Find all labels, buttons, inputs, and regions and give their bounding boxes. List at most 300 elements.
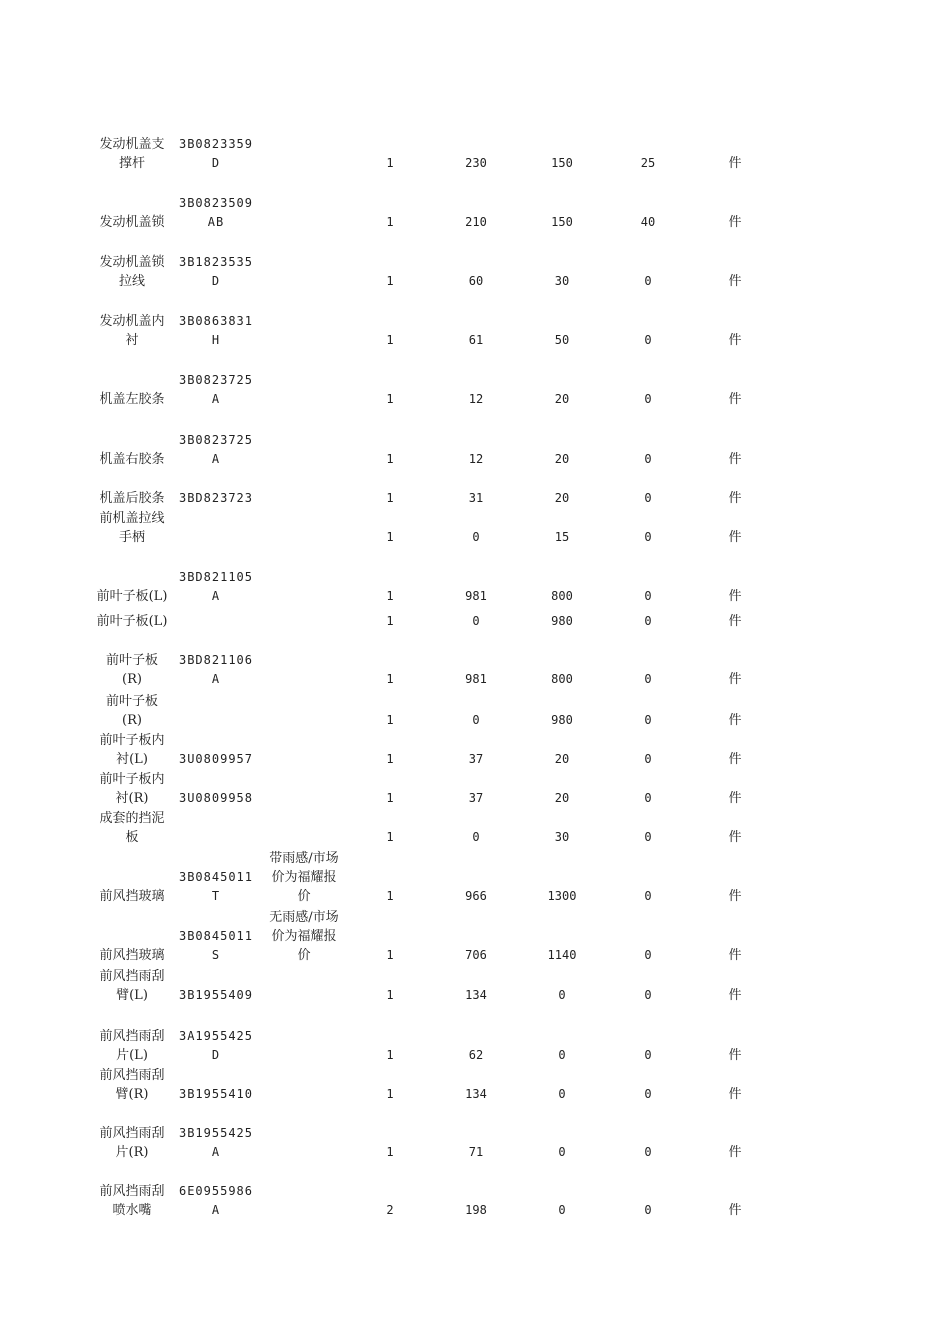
price-1-cell xyxy=(446,1027,506,1065)
price-3-cell xyxy=(618,851,678,906)
unit-cell xyxy=(705,770,765,808)
price-1-value: 706 xyxy=(465,948,487,962)
price-3-value: 0 xyxy=(644,333,652,347)
price-1-cell xyxy=(446,851,506,906)
part-number-cell xyxy=(176,910,256,965)
price-3-value: 0 xyxy=(644,1203,652,1217)
remark-cell xyxy=(262,373,346,409)
part-number-line: 3B1823535 xyxy=(178,255,254,269)
part-number-line: S xyxy=(211,948,221,962)
part-number-line: A xyxy=(211,1203,221,1217)
unit-cell xyxy=(705,731,765,769)
table-row xyxy=(0,1027,950,1065)
part-name-cell xyxy=(88,910,176,965)
unit-value: 件 xyxy=(728,156,742,171)
price-3-cell xyxy=(618,1066,678,1104)
price-1-cell xyxy=(446,314,506,350)
quantity-value: 1 xyxy=(386,672,394,686)
part-number-line: D xyxy=(211,156,221,170)
quantity-value: 1 xyxy=(386,713,394,727)
part-number-cell xyxy=(176,433,256,469)
quantity-cell xyxy=(360,570,420,606)
price-2-cell xyxy=(532,255,592,291)
unit-cell xyxy=(705,1027,765,1065)
price-2-value: 1300 xyxy=(547,889,577,903)
price-1-cell xyxy=(446,612,506,631)
table-row xyxy=(0,910,950,965)
quantity-cell xyxy=(360,851,420,906)
part-name-line: 成套的挡泥 xyxy=(99,811,165,826)
part-number-line: D xyxy=(211,1048,221,1062)
part-number-cell xyxy=(176,1066,256,1104)
quantity-cell xyxy=(360,612,420,631)
unit-cell xyxy=(705,433,765,469)
part-name-line: 臂(L) xyxy=(116,988,148,1003)
price-2-value: 800 xyxy=(551,672,573,686)
price-2-value: 30 xyxy=(554,830,570,844)
part-number-cell xyxy=(176,653,256,689)
part-name-cell xyxy=(88,433,176,469)
part-name-line: 衬(R) xyxy=(115,791,149,806)
price-1-cell xyxy=(446,809,506,847)
remark-line: 价为福耀报 xyxy=(271,929,337,944)
price-2-value: 20 xyxy=(554,491,570,505)
remark-cell xyxy=(262,137,346,173)
price-3-cell xyxy=(618,653,678,689)
part-name-cell xyxy=(88,692,176,730)
part-name-line: 发动机盖支 xyxy=(99,137,165,152)
price-2-value: 50 xyxy=(554,333,570,347)
quantity-value: 1 xyxy=(386,791,394,805)
unit-value: 件 xyxy=(728,392,742,407)
price-1-cell xyxy=(446,1066,506,1104)
price-1-value: 12 xyxy=(468,392,484,406)
part-name-cell xyxy=(88,612,176,631)
part-number-cell xyxy=(176,1027,256,1065)
part-number-line: 3BD821105 xyxy=(178,570,254,584)
part-number-line: 3B1955425 xyxy=(178,1126,254,1140)
quantity-value: 1 xyxy=(386,156,394,170)
unit-value: 件 xyxy=(728,988,742,1003)
unit-cell xyxy=(705,967,765,1005)
remark-cell xyxy=(262,1066,346,1104)
part-name-line: 前叶子板(L) xyxy=(96,589,168,604)
table-row xyxy=(0,770,950,808)
unit-value: 件 xyxy=(728,791,742,806)
price-1-cell xyxy=(446,770,506,808)
quantity-cell xyxy=(360,653,420,689)
part-name-cell xyxy=(88,1066,176,1104)
unit-cell xyxy=(705,137,765,173)
quantity-cell xyxy=(360,910,420,965)
part-number-cell xyxy=(176,570,256,606)
price-2-cell xyxy=(532,612,592,631)
price-1-value: 134 xyxy=(465,1087,487,1101)
part-name-line: 臂(R) xyxy=(115,1087,149,1102)
remark-cell xyxy=(262,1027,346,1065)
price-1-value: 210 xyxy=(465,215,487,229)
part-name-cell xyxy=(88,255,176,291)
price-1-cell xyxy=(446,255,506,291)
price-3-value: 0 xyxy=(644,274,652,288)
part-number-cell xyxy=(176,509,256,547)
part-number-cell xyxy=(176,731,256,769)
unit-value: 件 xyxy=(728,1203,742,1218)
price-2-cell xyxy=(532,196,592,232)
table-row xyxy=(0,653,950,689)
table-row xyxy=(0,731,950,769)
unit-cell xyxy=(705,373,765,409)
remark-cell xyxy=(262,770,346,808)
price-2-value: 0 xyxy=(558,1087,566,1101)
price-1-value: 966 xyxy=(465,889,487,903)
price-2-cell xyxy=(532,1027,592,1065)
part-number-line: H xyxy=(211,333,221,347)
unit-cell xyxy=(705,255,765,291)
part-number-line: 6E0955986 xyxy=(178,1184,254,1198)
quantity-cell xyxy=(360,967,420,1005)
quantity-value: 1 xyxy=(386,392,394,406)
part-name-line: 机盖左胶条 xyxy=(99,392,165,407)
unit-value: 件 xyxy=(728,614,742,629)
price-2-cell xyxy=(532,570,592,606)
price-1-value: 0 xyxy=(472,713,480,727)
unit-value: 件 xyxy=(728,491,742,506)
price-1-value: 62 xyxy=(468,1048,484,1062)
price-1-cell xyxy=(446,196,506,232)
remark-cell xyxy=(262,433,346,469)
price-2-cell xyxy=(532,1066,592,1104)
unit-value: 件 xyxy=(728,530,742,545)
unit-value: 件 xyxy=(728,274,742,289)
quantity-value: 2 xyxy=(386,1203,394,1217)
part-number-line: A xyxy=(211,1145,221,1159)
price-1-cell xyxy=(446,433,506,469)
price-3-cell xyxy=(618,509,678,547)
price-2-value: 20 xyxy=(554,392,570,406)
price-3-value: 0 xyxy=(644,791,652,805)
price-1-cell xyxy=(446,373,506,409)
price-1-value: 981 xyxy=(465,672,487,686)
quantity-cell xyxy=(360,692,420,730)
quantity-cell xyxy=(360,731,420,769)
part-name-line: 前风挡雨刮 xyxy=(99,1126,165,1141)
part-number-cell xyxy=(176,770,256,808)
part-number-cell xyxy=(176,489,256,508)
remark-line: 带雨感/市场 xyxy=(269,851,339,866)
remark-cell xyxy=(262,1184,346,1220)
price-1-value: 60 xyxy=(468,274,484,288)
unit-cell xyxy=(705,489,765,508)
price-1-cell xyxy=(446,509,506,547)
part-number-line: 3B0863831 xyxy=(178,314,254,328)
price-3-cell xyxy=(618,433,678,469)
price-3-cell xyxy=(618,489,678,508)
remark-cell xyxy=(262,910,346,965)
quantity-cell xyxy=(360,770,420,808)
price-2-cell xyxy=(532,509,592,547)
part-number-line: 3B0845011 xyxy=(178,870,254,884)
quantity-cell xyxy=(360,196,420,232)
part-number-line: A xyxy=(211,589,221,603)
unit-cell xyxy=(705,509,765,547)
remark-cell xyxy=(262,809,346,847)
table-row xyxy=(0,1184,950,1220)
price-3-cell xyxy=(618,373,678,409)
unit-cell xyxy=(705,570,765,606)
unit-cell xyxy=(705,612,765,631)
remark-line: 价 xyxy=(297,889,311,904)
price-2-value: 1140 xyxy=(547,948,577,962)
part-name-line: 片(L) xyxy=(116,1048,148,1063)
price-2-cell xyxy=(532,967,592,1005)
unit-cell xyxy=(705,692,765,730)
part-number-line: 3B0823725 xyxy=(178,433,254,447)
part-name-cell xyxy=(88,731,176,769)
quantity-cell xyxy=(360,1184,420,1220)
price-2-cell xyxy=(532,851,592,906)
price-3-cell xyxy=(618,255,678,291)
quantity-cell xyxy=(360,1066,420,1104)
quantity-cell xyxy=(360,489,420,508)
price-3-value: 0 xyxy=(644,452,652,466)
part-name-line: (R) xyxy=(122,713,142,728)
price-3-value: 0 xyxy=(644,672,652,686)
part-name-cell xyxy=(88,1027,176,1065)
part-number-cell xyxy=(176,373,256,409)
part-number-cell xyxy=(176,1126,256,1162)
part-number-cell xyxy=(176,967,256,1005)
part-number-line: 3A1955425 xyxy=(178,1029,254,1043)
remark-cell xyxy=(262,731,346,769)
price-1-cell xyxy=(446,967,506,1005)
part-name-cell xyxy=(88,196,176,232)
price-2-cell xyxy=(532,692,592,730)
quantity-cell xyxy=(360,137,420,173)
unit-cell xyxy=(705,314,765,350)
part-name-cell xyxy=(88,1184,176,1220)
price-1-value: 31 xyxy=(468,491,484,505)
part-number-cell xyxy=(176,196,256,232)
remark-line: 价为福耀报 xyxy=(271,870,337,885)
price-1-cell xyxy=(446,1126,506,1162)
remark-cell xyxy=(262,1126,346,1162)
price-3-value: 0 xyxy=(644,988,652,1002)
part-name-cell xyxy=(88,809,176,847)
part-number-line: A xyxy=(211,452,221,466)
unit-value: 件 xyxy=(728,713,742,728)
price-3-value: 0 xyxy=(644,948,652,962)
remark-cell xyxy=(262,851,346,906)
quantity-value: 1 xyxy=(386,1087,394,1101)
price-3-cell xyxy=(618,910,678,965)
quantity-value: 1 xyxy=(386,752,394,766)
price-1-value: 61 xyxy=(468,333,484,347)
price-3-value: 0 xyxy=(644,1048,652,1062)
price-3-cell xyxy=(618,692,678,730)
price-1-value: 37 xyxy=(468,752,484,766)
unit-cell xyxy=(705,196,765,232)
price-2-cell xyxy=(532,314,592,350)
remark-cell xyxy=(262,196,346,232)
quantity-cell xyxy=(360,509,420,547)
part-name-cell xyxy=(88,1126,176,1162)
price-1-value: 981 xyxy=(465,589,487,603)
price-2-cell xyxy=(532,373,592,409)
unit-cell xyxy=(705,1184,765,1220)
part-number-line: A xyxy=(211,392,221,406)
remark-cell xyxy=(262,570,346,606)
part-number-line: 3B1955410 xyxy=(178,1087,254,1101)
unit-value: 件 xyxy=(728,672,742,687)
price-2-value: 0 xyxy=(558,1203,566,1217)
part-number-cell xyxy=(176,692,256,730)
price-3-cell xyxy=(618,1126,678,1162)
remark-line: 无雨感/市场 xyxy=(269,910,339,925)
quantity-value: 1 xyxy=(386,530,394,544)
table-row xyxy=(0,509,950,547)
price-1-value: 0 xyxy=(472,530,480,544)
unit-value: 件 xyxy=(728,948,742,963)
part-name-line: 板 xyxy=(125,830,139,845)
table-row xyxy=(0,1066,950,1104)
part-name-line: 喷水嘴 xyxy=(112,1203,152,1218)
unit-value: 件 xyxy=(728,889,742,904)
quantity-cell xyxy=(360,373,420,409)
quantity-value: 1 xyxy=(386,948,394,962)
price-1-value: 0 xyxy=(472,830,480,844)
price-3-cell xyxy=(618,1027,678,1065)
part-name-line: 前叶子板内 xyxy=(99,772,165,787)
part-number-line: AB xyxy=(207,215,225,229)
part-name-cell xyxy=(88,570,176,606)
remark-cell xyxy=(262,255,346,291)
quantity-cell xyxy=(360,433,420,469)
table-row xyxy=(0,433,950,469)
unit-value: 件 xyxy=(728,1048,742,1063)
price-2-value: 30 xyxy=(554,274,570,288)
unit-value: 件 xyxy=(728,752,742,767)
unit-value: 件 xyxy=(728,830,742,845)
remark-cell xyxy=(262,489,346,508)
quantity-value: 1 xyxy=(386,491,394,505)
quantity-value: 1 xyxy=(386,333,394,347)
price-1-cell xyxy=(446,570,506,606)
unit-cell xyxy=(705,809,765,847)
price-3-cell xyxy=(618,137,678,173)
price-2-value: 980 xyxy=(551,614,573,628)
price-1-cell xyxy=(446,137,506,173)
part-name-line: 前叶子板 xyxy=(105,653,158,668)
part-name-cell xyxy=(88,770,176,808)
part-number-line: 3B0823359 xyxy=(178,137,254,151)
part-name-cell xyxy=(88,653,176,689)
table-row xyxy=(0,137,950,173)
part-name-line: 前风挡玻璃 xyxy=(99,889,165,904)
part-number-line: T xyxy=(211,889,221,903)
price-3-value: 0 xyxy=(644,589,652,603)
quantity-cell xyxy=(360,809,420,847)
price-3-value: 0 xyxy=(644,752,652,766)
price-1-value: 134 xyxy=(465,988,487,1002)
part-number-cell xyxy=(176,612,256,631)
price-2-value: 20 xyxy=(554,752,570,766)
price-3-value: 25 xyxy=(640,156,656,170)
price-3-value: 0 xyxy=(644,830,652,844)
price-2-cell xyxy=(532,489,592,508)
part-name-cell xyxy=(88,967,176,1005)
price-3-cell xyxy=(618,967,678,1005)
part-name-line: 发动机盖内 xyxy=(99,314,165,329)
price-2-value: 0 xyxy=(558,1048,566,1062)
part-number-cell xyxy=(176,314,256,350)
quantity-cell xyxy=(360,314,420,350)
price-2-cell xyxy=(532,1184,592,1220)
price-2-cell xyxy=(532,809,592,847)
unit-cell xyxy=(705,653,765,689)
price-2-cell xyxy=(532,433,592,469)
quantity-value: 1 xyxy=(386,589,394,603)
price-2-value: 20 xyxy=(554,791,570,805)
part-name-line: 前风挡雨刮 xyxy=(99,969,165,984)
part-name-line: 前叶子板 xyxy=(105,694,158,709)
price-1-value: 198 xyxy=(465,1203,487,1217)
quantity-value: 1 xyxy=(386,215,394,229)
price-2-value: 15 xyxy=(554,530,570,544)
part-name-line: 前叶子板(L) xyxy=(96,614,168,629)
part-name-cell xyxy=(88,314,176,350)
price-3-value: 40 xyxy=(640,215,656,229)
unit-value: 件 xyxy=(728,589,742,604)
price-2-value: 800 xyxy=(551,589,573,603)
table-row xyxy=(0,373,950,409)
part-name-cell xyxy=(88,489,176,508)
part-name-line: 前风挡雨刮 xyxy=(99,1184,165,1199)
part-name-line: 手柄 xyxy=(118,530,145,545)
quantity-value: 1 xyxy=(386,614,394,628)
part-name-line: 拉线 xyxy=(118,274,145,289)
price-1-cell xyxy=(446,910,506,965)
price-3-value: 0 xyxy=(644,530,652,544)
price-3-value: 0 xyxy=(644,392,652,406)
part-number-cell xyxy=(176,255,256,291)
price-3-value: 0 xyxy=(644,1087,652,1101)
remark-cell xyxy=(262,314,346,350)
part-number-line: 3B0823509 xyxy=(178,196,254,210)
part-name-line: 撑杆 xyxy=(118,156,145,171)
table-row xyxy=(0,809,950,847)
part-name-line: 发动机盖锁 xyxy=(99,215,165,230)
price-3-value: 0 xyxy=(644,1145,652,1159)
table-row xyxy=(0,967,950,1005)
table-row xyxy=(0,196,950,232)
price-3-cell xyxy=(618,770,678,808)
quantity-value: 1 xyxy=(386,452,394,466)
unit-value: 件 xyxy=(728,215,742,230)
part-number-line: 3B0845011 xyxy=(178,929,254,943)
price-3-cell xyxy=(618,731,678,769)
part-name-line: (R) xyxy=(122,672,142,687)
part-number-line: 3U0809957 xyxy=(178,752,254,766)
part-number-line: 3B0823725 xyxy=(178,373,254,387)
price-2-value: 980 xyxy=(551,713,573,727)
part-name-cell xyxy=(88,851,176,906)
part-number-line: 3BD823723 xyxy=(178,491,254,505)
price-2-cell xyxy=(532,653,592,689)
quantity-value: 1 xyxy=(386,889,394,903)
part-name-line: 前机盖拉线 xyxy=(99,511,165,526)
price-3-cell xyxy=(618,570,678,606)
